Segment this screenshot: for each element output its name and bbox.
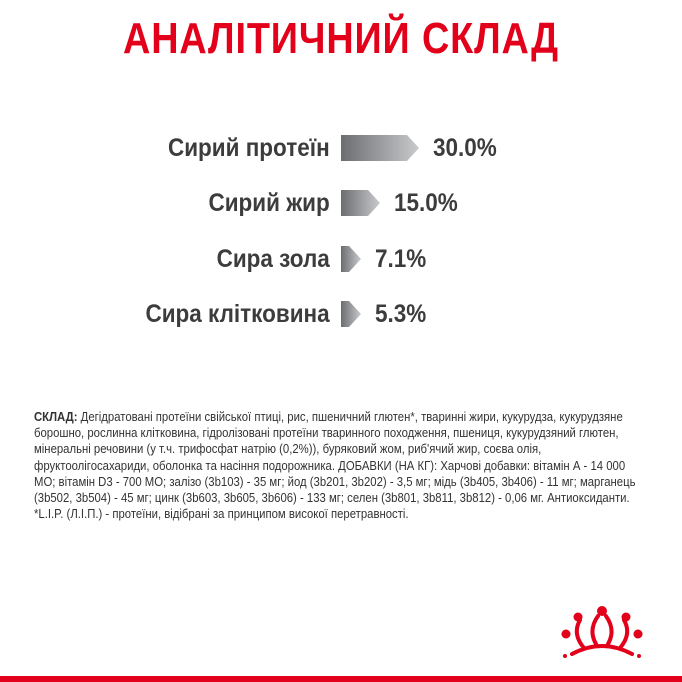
nutrient-row	[0, 239, 682, 279]
nutrient-value: 5.3%	[375, 300, 427, 328]
nutrient-label: Сира клітковина	[145, 300, 330, 328]
composition-footnote: *L.I.P. (Л.І.П.) - протеїни, відібрані за принципом високої перетравності.	[34, 507, 409, 522]
nutrient-row	[0, 183, 682, 223]
royal-canin-crown-icon	[558, 604, 646, 660]
page-title: АНАЛІТИЧНИЙ СКЛАД	[123, 14, 559, 63]
nutrient-bar	[341, 187, 380, 219]
bottom-accent-line	[0, 676, 682, 682]
nutrient-row	[0, 128, 682, 168]
nutrient-label: Сирий жир	[208, 189, 330, 217]
nutrient-label: Сирий протеїн	[168, 134, 330, 162]
nutrient-bar	[341, 243, 361, 275]
nutrient-label: Сира зола	[216, 245, 330, 273]
nutrient-value: 7.1%	[375, 245, 427, 273]
nutrient-bar	[341, 132, 419, 164]
composition-lead: СКЛАД:	[34, 410, 78, 424]
nutrient-bar	[341, 298, 361, 330]
nutrient-value: 15.0%	[394, 189, 458, 217]
composition-body: Дегідратовані протеїни свійської птиці, рис, пшеничний глютен*, тваринні жири, кукурудза, кукурудзяне борошно, рослинна клітковина, гідролізовані протеїни тваринного походження, пшениця, кукурудзяний глютен, мінеральні речовини (у т.ч. трифосфат натрію (0,2%)), буряковий жом, риб'ячий жир, соєва олія, фруктоолігосахариди, оболонка та насіння подорожника. ДОБАВКИ (НА КГ): Харчові добавки: вітамін А - 14 000 МО; вітамін D3 - 700 МО; залізо (3b103) - 35 мг; йод (3b201, 3b202) - 3,5 мг; мідь (3b405, 3b406) - 11 мг; марганець (3b502, 3b504) - 45 мг; цинк (3b603, 3b605, 3b606) - 133 мг; селен (3b801, 3b811, 3b812) - 0,06 мг. Антиоксиданти.	[34, 410, 636, 506]
composition-text	[34, 409, 649, 522]
nutrient-row	[0, 294, 682, 334]
nutrient-value: 30.0%	[433, 134, 497, 162]
